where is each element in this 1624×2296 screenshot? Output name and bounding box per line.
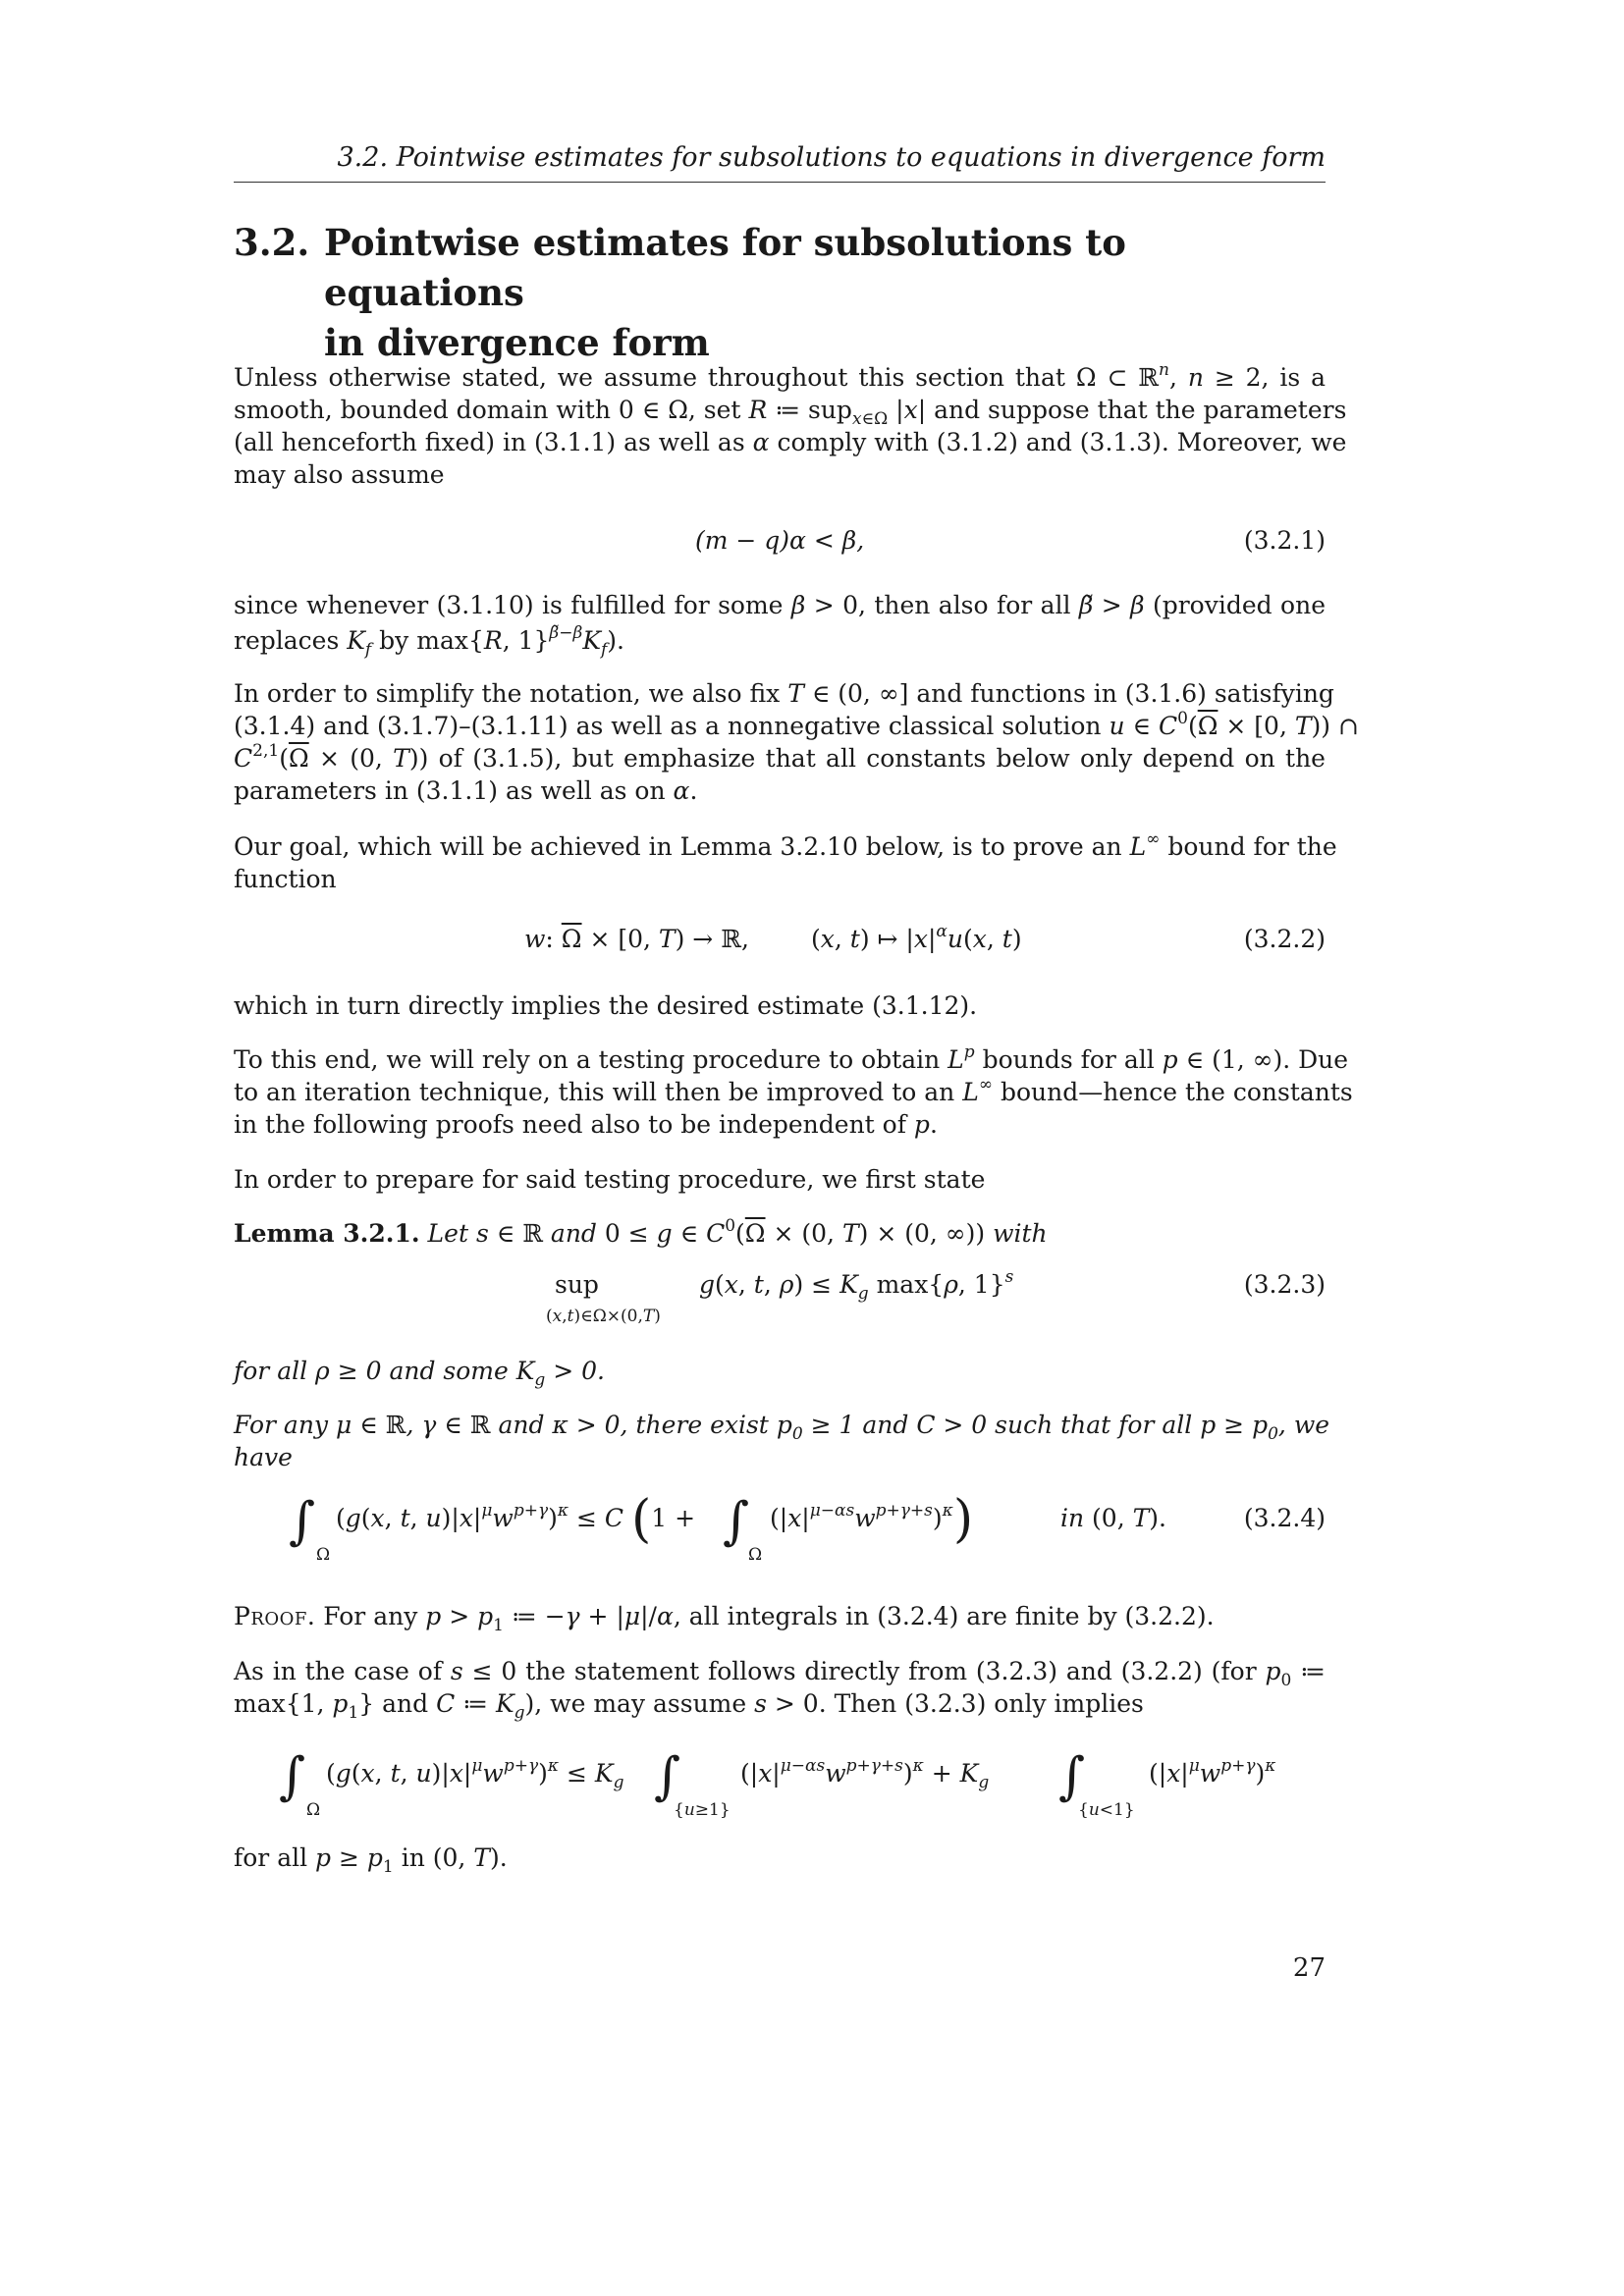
equation-3-2-2-map: w: $\overline{\Omega} \times [0$, T) → ℝ, bbox=[524, 925, 749, 953]
equation-3-2-2 bbox=[234, 923, 1326, 962]
equation-3-2-1 bbox=[234, 524, 1326, 563]
section-title-line-2: in divergence form bbox=[324, 321, 710, 364]
running-head: 3.2. Pointwise estimates for subsolutions to equations in divergence form bbox=[337, 142, 1326, 173]
header-rule bbox=[234, 182, 1326, 183]
page-number: 27 bbox=[1292, 1953, 1326, 1983]
page: 3.2. Pointwise estimates for subsolutions to equations in divergence form 3.2. Pointwise estimates for subsolutions to equations in divergence form Unless otherwise stated, we assume throughout this section that Ω ⊂ ℝ$^n$, n ≥ 2, is a smooth, bounded domain with 0 ∈ Ω, set R ≔ sup$_{x\in\Omega}$ |x| and suppose that the parameters (all henceforth fixed) in (3.1.1) as well as α comply with (3.1.2) and (3.1.3). Moreover, we may also assume (m − q)α < β, (3.2.1) since whenever (3.1.10) is fulfilled for some β > 0, then also for all β̃ > β (provided one replaces $K_f$ by max{R, $1\}^{\betã-\beta}K_f$). In order to simplify the notation, we also fix T ∈ (0, ∞] and functions in (3.1.6) satisfying (3.1.4) and (3.1.7)–(3.1.11) as well as a nonnegative classical solution u ∈ $C^0(\overline{\Omega} \times [0$, T)) ∩ $C^{2,1}(\overline{\Omega} \times (0$, T)) of (3.1.5), but emphasize that all constants below only depend on the parameters in (3.1.1) as well as on α. Our goal, which will be achieved in Lemma 3.2.10 below, is to prove an L∞ bound for the function w: $\overline{\Omega} \times [0$, T) → ℝ, (x, t) ↦ $|x|^\alpha u(x$, t) (3.2.2) which in turn directly implies the desired estimate (3.1.12). To this end, we will rely on a testing procedure to obtain $L^p$ bounds for all p ∈ (1, ∞). Due to an iteration technique, this will then be improved to an L∞ bound—hence the constants in the following proofs need also to be independent of p. In order to prepare for said testing procedure, we first state Lemma 3.2.1. Let s ∈ ℝ and 0 ≤ g ∈ $C^0(\overline{\Omega} \times (0$, T) × (0, ∞)) with sup (x,t)∈Ω×(0,T) g(x, t, $\rho) \le K_g$ max{ρ, 1}$^s$ (3.2.3) for all ρ ≥ 0 and some $K_g > 0$. For any μ ∈ ℝ, γ ∈ ℝ and κ > 0, there exist $p_0 \ge 1$ and C > 0 such that for all $p \ge p_0$, we have ∫ Ω (g(x, t, $u)|x|^\mu w^{p+\gamma})^\kappa \le C$ (1 + ∫ Ω $(|x|^{\mu-\alpha s}w^{p+\gamma+s})^\kappa$) in (0, T). (3.2.4) Proof. For any $p > p_1$ ≔ −γ + |μ|/α, all integrals in (3.2.4) are finite by (3.2.2). As in the case of s ≤ 0 the statement follows directly from (3.2.3) and (3.2.2) (for $p_0$ ≔ max{1, $p_1$} and C ≔ $K_g$), we may assume s > 0. Then (3.2.3) only implies ∫ Ω (g(x, t, $u)|x|^\mu w^{p+\gamma})^\kappa \le K_g$ ∫ {u≥1} $(|x|^{\mu-\alpha s}w^{p+\gamma+s})^\kappa + K_g$ ∫ {u<1} $(|x|^\mu w^{p+\gamma})^\kappa$ for all $p \ge p_1$ in (0, T). 27 bbox=[234, 142, 1359, 1983]
equation-3-2-3: sup (x,t)∈Ω×(0,T) g(x, t, $\rho) \le K_g$ max{ρ, 1}$^s$ (3.2.3) bbox=[234, 1268, 1326, 1327]
equation-tag: (3.2.1) bbox=[1243, 526, 1326, 555]
equation-tag: (3.2.4) bbox=[1243, 1504, 1326, 1532]
equation-tag: (3.2.3) bbox=[1243, 1270, 1326, 1299]
equation-3-2-4: ∫ Ω (g(x, t, $u)|x|^\mu w^{p+\gamma})^\kappa \le C$ (1 + ∫ Ω $(|x|^{\mu-\alpha s}w^{p+\gamma+s})^\kappa$) in (0, T). (3.2.4) bbox=[289, 1490, 1326, 1565]
section-title-line-1: Pointwise estimates for subsolutions to equations bbox=[324, 221, 1126, 314]
section-number: 3.2. bbox=[234, 221, 310, 264]
equation-3-2-2-rule: (x, t) ↦ $|x|^\alpha u(x$, t) bbox=[811, 922, 1022, 953]
sup-subscript: (x,t)∈Ω×(0,T) bbox=[546, 1307, 661, 1326]
equation-proof-estimate: ∫ Ω (g(x, t, $u)|x|^\mu w^{p+\gamma})^\kappa \le K_g$ ∫ {u≥1} $(|x|^{\mu-\alpha s}w^{p+\gamma+s})^\kappa + K_g$ ∫ {u<1} $(|x|^\mu w^{p+\gamma})^\kappa$ bbox=[279, 1747, 1276, 1820]
lemma-label: Lemma 3.2.1. bbox=[234, 1219, 420, 1248]
equation-tag: (3.2.2) bbox=[1243, 925, 1326, 953]
proof-label: Proof. bbox=[234, 1602, 316, 1630]
equation-3-2-1-body: (m − q)α < β, bbox=[695, 526, 865, 555]
section-title bbox=[324, 218, 1306, 368]
